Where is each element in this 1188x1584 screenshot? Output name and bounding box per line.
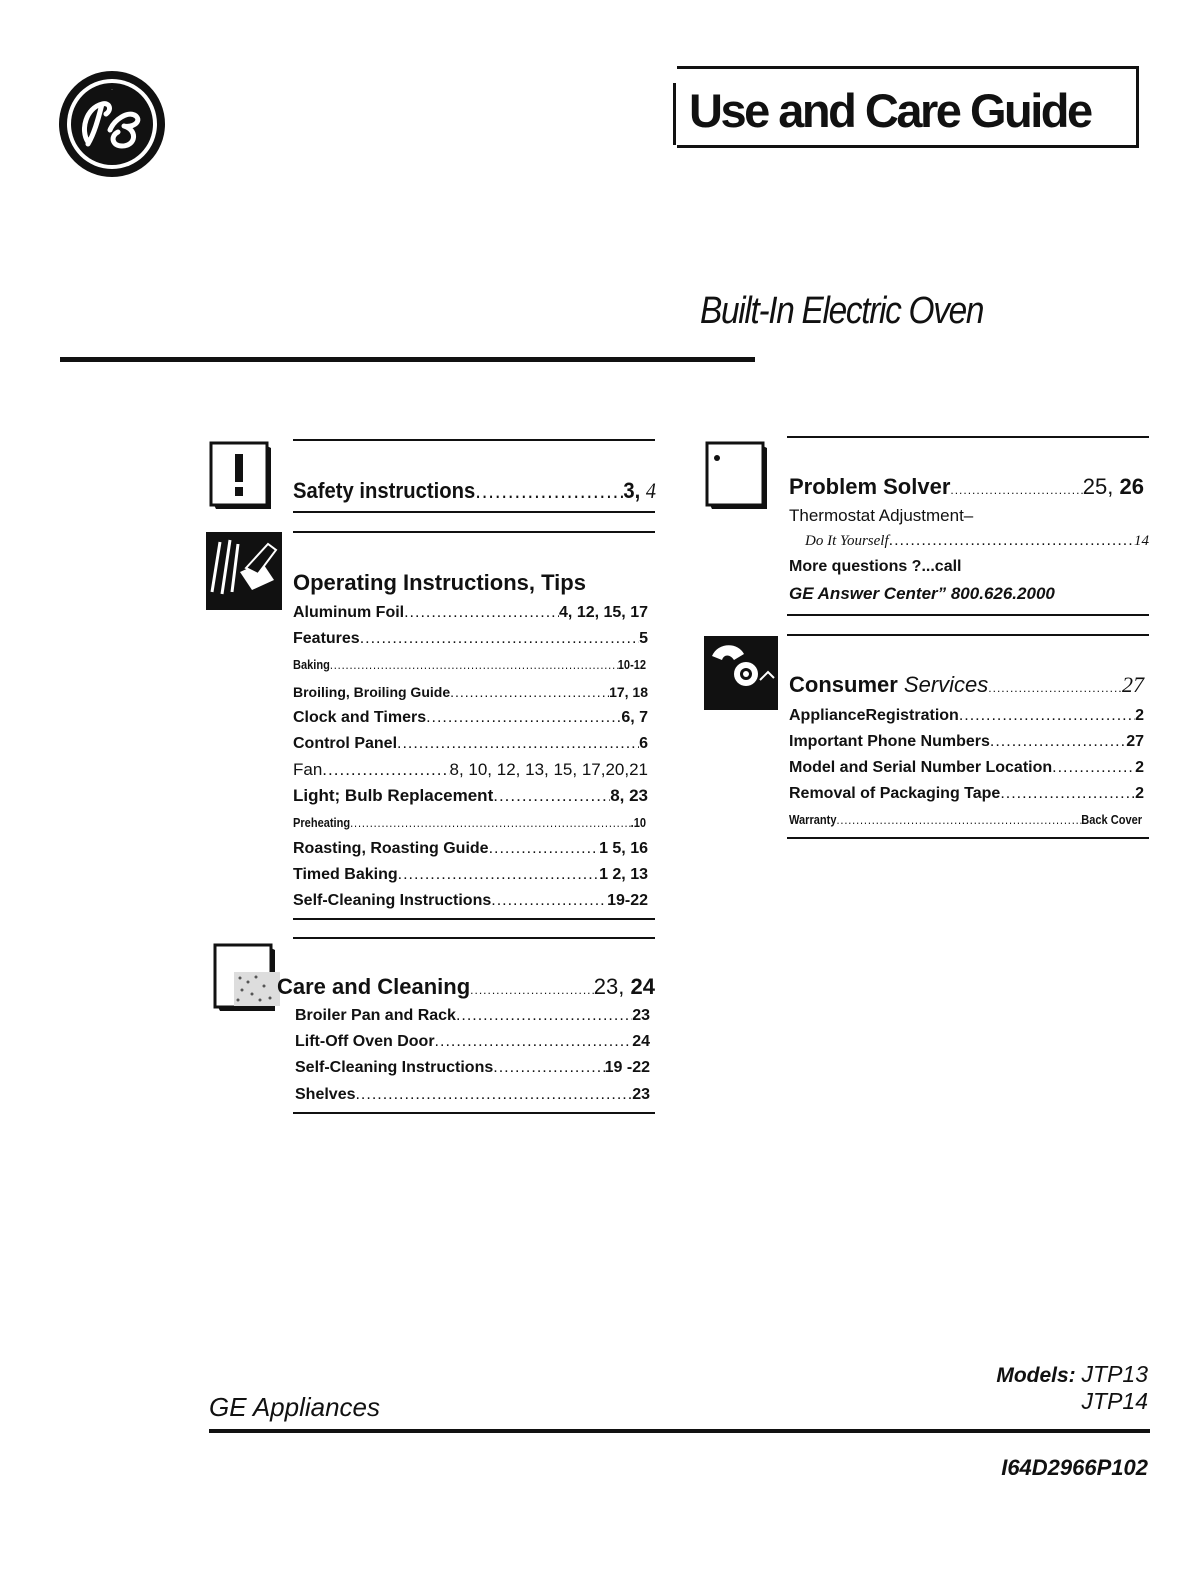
entry-label: Self-Cleaning Instructions [293, 892, 492, 910]
entry-page: 4, 12, 15, 17 [559, 604, 648, 621]
models-second [1082, 1388, 1148, 1415]
entry-label: Control Panel [293, 734, 398, 752]
entry-page: 5 [639, 630, 648, 648]
safety-heading: Safety instructions ..... 3, 4 [293, 478, 655, 504]
entry-label: Baking [293, 657, 330, 673]
entry-page: 27 [1126, 733, 1144, 750]
toc-entry [293, 757, 648, 783]
entry-page: 2 [1135, 707, 1144, 724]
rule [787, 436, 1149, 438]
hand-icon [206, 532, 282, 610]
toc-entry [789, 729, 1144, 755]
entry-label: Roasting, Roasting Guide [293, 839, 489, 857]
toc-entry [293, 810, 646, 836]
footer-rule [209, 1429, 1150, 1433]
entry-page: 1 5, 16 [599, 839, 648, 857]
exclamation-icon [208, 440, 274, 512]
rule [293, 531, 655, 533]
models [996, 1361, 1148, 1388]
care-entries [295, 1003, 650, 1108]
model-number: JTP14 [1081, 1388, 1148, 1414]
entry-label: Fan [293, 760, 323, 780]
entry-page: 23 [632, 1007, 650, 1024]
entry-label: Aluminum Foil [293, 604, 405, 621]
toc-entry [293, 888, 648, 914]
entry-label: Light; Bulb Replacement [293, 786, 494, 806]
problem-line: More questions ?...call [789, 558, 962, 575]
care-heading: Care and Cleaning ..... 23, 24 [277, 974, 655, 1000]
toc-entry [789, 703, 1144, 729]
problem-line: Thermostat Adjustment– [789, 506, 974, 525]
toc-entry [293, 836, 648, 862]
main-rule [60, 357, 755, 362]
entry-page: 10-12 [617, 657, 647, 673]
toc-entry [295, 1055, 650, 1081]
entry-label: Shelves [295, 1085, 356, 1103]
operating-entries [293, 600, 648, 914]
sponge-icon [212, 942, 282, 1016]
entry-page: 24 [632, 1033, 650, 1051]
rule [293, 918, 655, 920]
toc-entry [293, 652, 646, 678]
toc-entry [293, 705, 648, 731]
entry-label: Self-Cleaning Instructions [295, 1059, 494, 1077]
entry-page: .10 [630, 814, 647, 830]
section-title: Care and Cleaning [277, 974, 471, 999]
entry-page: 2 [1135, 785, 1144, 802]
part-number: I64D2966P102 [1001, 1455, 1148, 1480]
section-title: Operating Instructions, Tips [293, 570, 586, 595]
toc-entry [293, 731, 648, 757]
entry-page: 8, 10, 12, 13, 15, 17,20,21 [449, 760, 648, 780]
section-title: Consumer [789, 672, 898, 697]
entry-page: 6, 7 [621, 708, 648, 726]
toc-entry [789, 781, 1144, 807]
entry-label: Timed Baking [293, 865, 398, 883]
toc-entry [293, 783, 648, 809]
logo-text: GE [111, 90, 113, 91]
entry-label: Important Phone Numbers [789, 733, 990, 750]
consumer-entries [789, 703, 1144, 833]
telephone-icon [704, 636, 778, 710]
toc-entry [293, 600, 648, 626]
entry-page: Back Cover [1081, 812, 1143, 827]
section-title: Problem Solver [789, 474, 951, 499]
toc-entry [293, 626, 648, 652]
toc-entry [295, 1029, 650, 1055]
entry-label: Clock and Timers [293, 708, 427, 726]
entry-label: Lift-Off Oven Door [295, 1033, 435, 1051]
entry-page: 23 [632, 1085, 650, 1103]
rule [293, 937, 655, 939]
entry-page: 1 2, 13 [599, 865, 648, 883]
entry-label: Removal of Packaging Tape [789, 785, 1001, 802]
section-title: Safety instructions [293, 478, 476, 503]
problem-heading: Problem Solver ..... 25, 26 [789, 474, 1144, 500]
toc-entry [789, 807, 1142, 833]
entry-page: 19-22 [607, 892, 648, 910]
entry-label: ApplianceRegistration [789, 707, 959, 724]
entry-page: 6 [639, 734, 648, 752]
answer-center-line: GE Answer Center” 800.626.2000 [789, 584, 1055, 603]
toc-entry [295, 1082, 650, 1108]
ge-logo [58, 70, 166, 178]
consumer-heading: Consumer Services ..... 27 [789, 672, 1144, 698]
entry-page: 2 [1135, 759, 1144, 776]
entry-label: Warranty [789, 812, 837, 827]
problem-entry: Do It Yourself ..... 14 [805, 532, 1149, 550]
toc-entry [789, 755, 1144, 781]
brand-name: GE Appliances [209, 1392, 381, 1422]
rule [787, 837, 1149, 839]
rule [293, 439, 655, 441]
toc-entry [293, 679, 648, 705]
title-box [677, 66, 1139, 148]
model-number: JTP13 [1081, 1361, 1148, 1387]
rule [293, 1112, 655, 1114]
toc-entry [293, 862, 648, 888]
entry-label: Features [293, 630, 360, 648]
entry-label: Preheating [293, 814, 351, 830]
entry-page: 17, 18 [609, 683, 648, 700]
entry-page: 19 -22 [604, 1059, 650, 1077]
rule [787, 614, 1149, 616]
document-title: Use and Care Guide [689, 84, 1091, 137]
entry-page: 8, 23 [610, 786, 648, 806]
models-label: Models: [996, 1364, 1076, 1387]
rule [293, 511, 655, 513]
entry-label: Model and Serial Number Location [789, 759, 1053, 776]
toc-entry [295, 1003, 650, 1029]
entry-label: Broiler Pan and Rack [295, 1007, 456, 1024]
rule [787, 634, 1149, 636]
entry-label: Broiling, Broiling Guide [293, 683, 451, 700]
product-subtitle: Built-In Electric Oven [700, 290, 984, 332]
door-icon [704, 440, 770, 512]
